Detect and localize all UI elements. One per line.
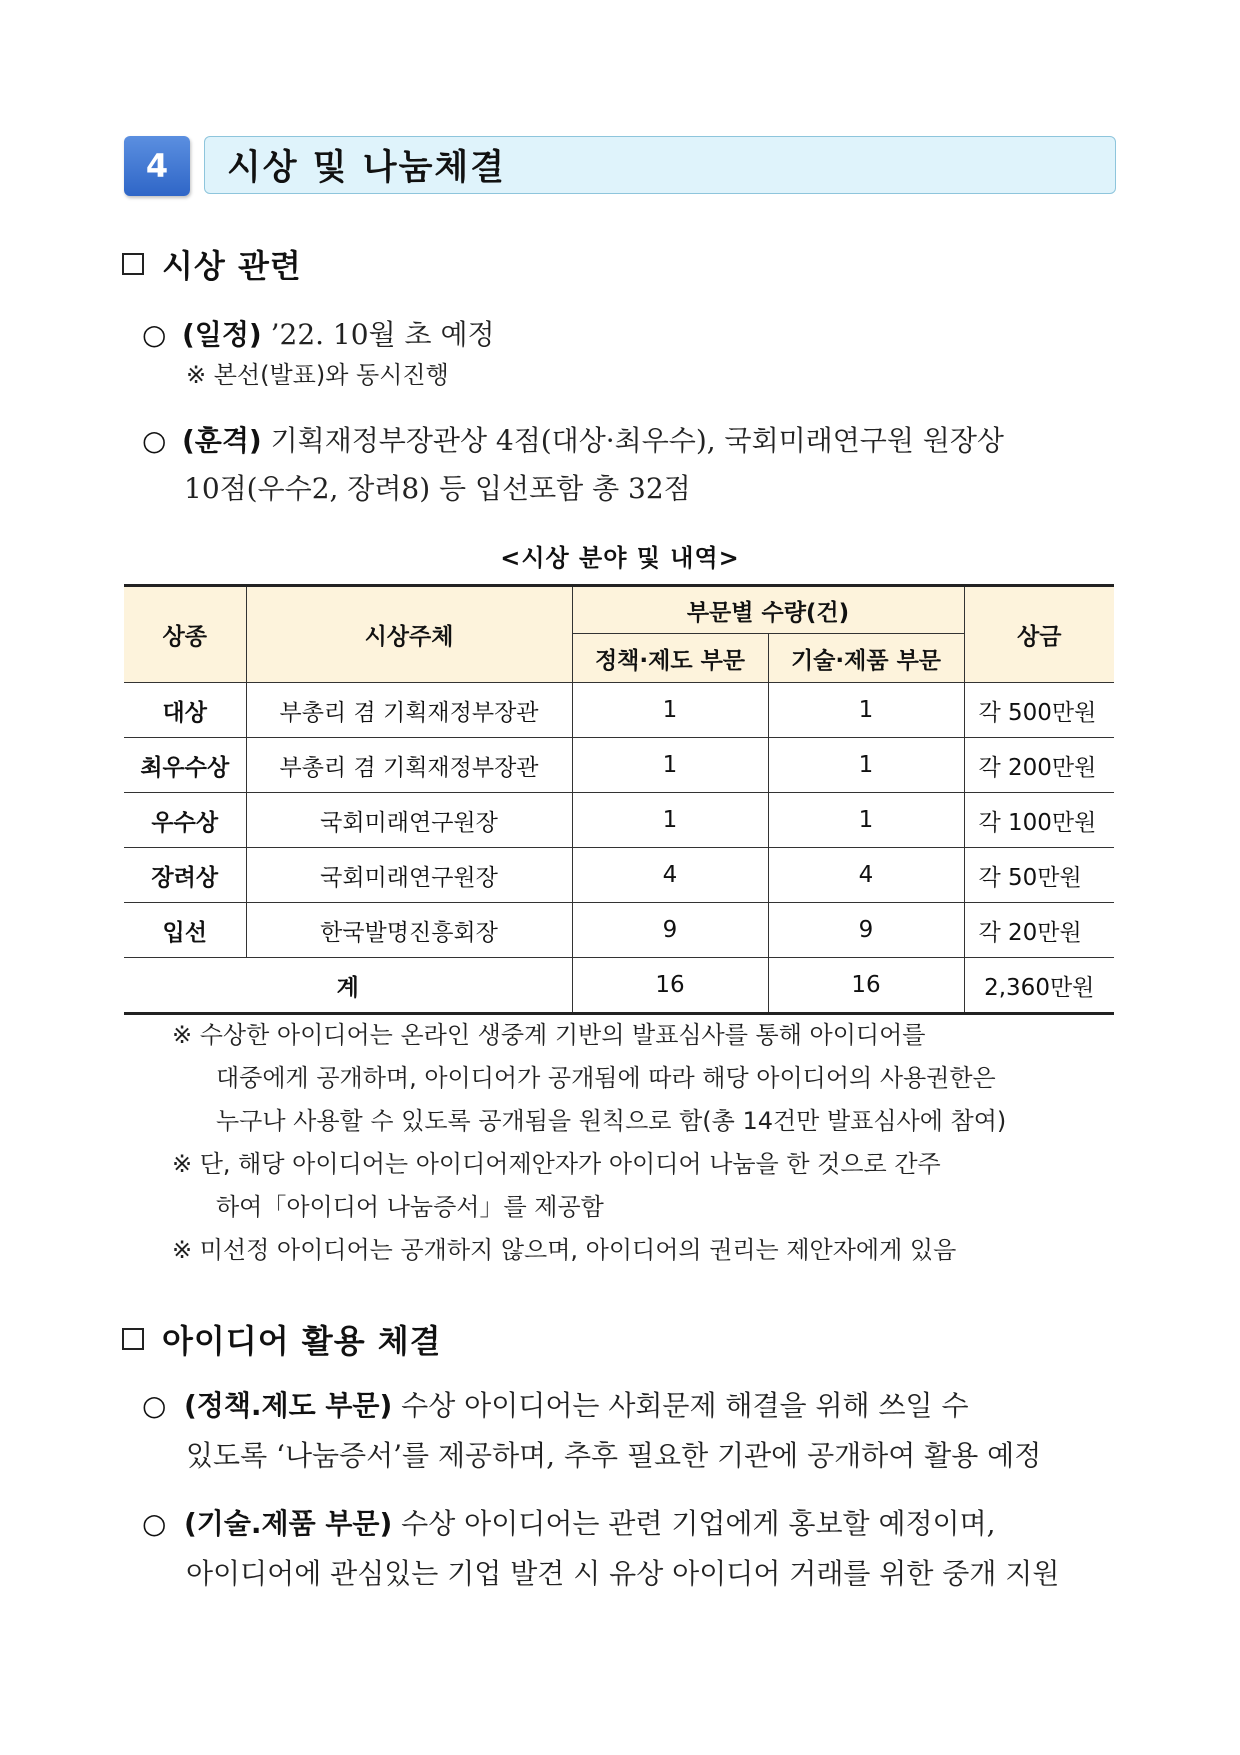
header-count-group: 부문별 수량(건) <box>572 586 964 634</box>
row-amount: 각 500만원 <box>964 683 1114 738</box>
section-title: 시상 및 나눔체결 <box>227 148 507 188</box>
row-amount: 각 100만원 <box>964 793 1114 848</box>
row-host: 부총리 겸 기획재정부장관 <box>246 738 572 793</box>
policy-bullet <box>142 1380 969 1432</box>
policy-line1: 수상 아이디어는 사회문제 해결을 위해 쓰일 수 <box>392 1389 969 1422</box>
circle-bullet-icon: ○ <box>142 318 167 351</box>
table-total-row <box>124 958 1114 1014</box>
section-number-badge <box>124 136 190 196</box>
table-row <box>124 793 1114 848</box>
header-policy: 정책·제도 부문 <box>572 634 768 683</box>
table-row <box>124 903 1114 958</box>
schedule-bullet <box>142 310 495 360</box>
prize-bullet <box>142 416 1004 466</box>
table-row <box>124 848 1114 903</box>
note-1-line3: 누구나 사용할 수 있도록 공개됨을 원칙으로 함(총 14건만 발표심사에 참여) <box>216 1107 1007 1135</box>
row-policy: 4 <box>572 848 768 903</box>
total-label: 계 <box>124 958 572 1014</box>
row-tech: 1 <box>768 738 964 793</box>
utilization-heading-text: 아이디어 활용 체결 <box>162 1322 442 1360</box>
note-2-line2: 하여「아이디어 나눔증서」를 제공함 <box>216 1193 604 1221</box>
total-tech: 16 <box>768 958 964 1014</box>
award-notes <box>172 1014 1122 1272</box>
row-tech: 1 <box>768 793 964 848</box>
row-type: 우수상 <box>124 793 246 848</box>
row-type: 대상 <box>124 683 246 738</box>
table-row <box>124 683 1114 738</box>
table-row <box>124 738 1114 793</box>
circle-bullet-icon: ○ <box>142 1389 167 1422</box>
table-caption: <시상 분야 및 내역> <box>500 544 740 572</box>
note-3-line1: ※ 미선정 아이디어는 공개하지 않으며, 아이디어의 권리는 제안자에게 있음 <box>172 1236 957 1264</box>
prize-table <box>124 584 1114 1015</box>
row-policy: 1 <box>572 738 768 793</box>
circle-bullet-icon: ○ <box>142 424 167 457</box>
award-heading <box>122 241 302 287</box>
row-host: 국회미래연구원장 <box>246 793 572 848</box>
row-type: 최우수상 <box>124 738 246 793</box>
row-type: 장려상 <box>124 848 246 903</box>
row-host: 국회미래연구원장 <box>246 848 572 903</box>
header-host: 시상주체 <box>246 586 572 683</box>
schedule-label: (일정) <box>182 318 262 351</box>
note-2-line1: ※ 단, 해당 아이디어는 아이디어제안자가 아이디어 나눔을 한 것으로 간주 <box>172 1150 941 1178</box>
row-tech: 9 <box>768 903 964 958</box>
tech-label: (기술.제품 부문) <box>184 1507 393 1540</box>
row-host: 한국발명진흥회장 <box>246 903 572 958</box>
utilization-heading <box>122 1316 442 1362</box>
row-policy: 9 <box>572 903 768 958</box>
row-amount: 각 50만원 <box>964 848 1114 903</box>
row-type: 입선 <box>124 903 246 958</box>
prize-line2: 10점(우수2, 장려8) 등 입선포함 총 32점 <box>184 472 691 505</box>
note-1-line1: ※ 수상한 아이디어는 온라인 생중계 기반의 발표심사를 통해 아이디어를 <box>172 1021 926 1049</box>
square-bullet-icon <box>122 253 144 275</box>
tech-bullet <box>142 1498 996 1550</box>
total-amount: 2,360만원 <box>964 958 1114 1014</box>
tech-line2: 아이디어에 관심있는 기업 발견 시 유상 아이디어 거래를 위한 중개 지원 <box>186 1557 1060 1590</box>
row-host: 부총리 겸 기획재정부장관 <box>246 683 572 738</box>
header-type: 상종 <box>124 586 246 683</box>
header-tech: 기술·제품 부문 <box>768 634 964 683</box>
total-policy: 16 <box>572 958 768 1014</box>
circle-bullet-icon: ○ <box>142 1507 167 1540</box>
row-amount: 각 200만원 <box>964 738 1114 793</box>
schedule-text: ’22. 10월 초 예정 <box>261 318 495 351</box>
policy-label: (정책.제도 부문) <box>184 1389 393 1422</box>
header-amount: 상금 <box>964 586 1114 683</box>
section-title-box <box>204 136 1116 194</box>
note-1-line2: 대중에게 공개하며, 아이디어가 공개됨에 따라 해당 아이디어의 사용권한은 <box>216 1064 996 1092</box>
square-bullet-icon <box>122 1328 144 1350</box>
schedule-note: ※ 본선(발표)와 동시진행 <box>186 361 449 389</box>
prize-line1: 기획재정부장관상 4점(대상·최우수), 국회미래연구원 원장상 <box>261 424 1004 457</box>
tech-line1: 수상 아이디어는 관련 기업에게 홍보할 예정이며, <box>392 1507 996 1540</box>
prize-label: (훈격) <box>182 424 262 457</box>
policy-line2: 있도록 ‘나눔증서’를 제공하며, 추후 필요한 기관에 공개하여 활용 예정 <box>186 1439 1042 1472</box>
row-tech: 4 <box>768 848 964 903</box>
row-policy: 1 <box>572 793 768 848</box>
row-amount: 각 20만원 <box>964 903 1114 958</box>
section-number: 4 <box>145 147 169 185</box>
row-tech: 1 <box>768 683 964 738</box>
award-heading-text: 시상 관련 <box>162 247 302 285</box>
row-policy: 1 <box>572 683 768 738</box>
